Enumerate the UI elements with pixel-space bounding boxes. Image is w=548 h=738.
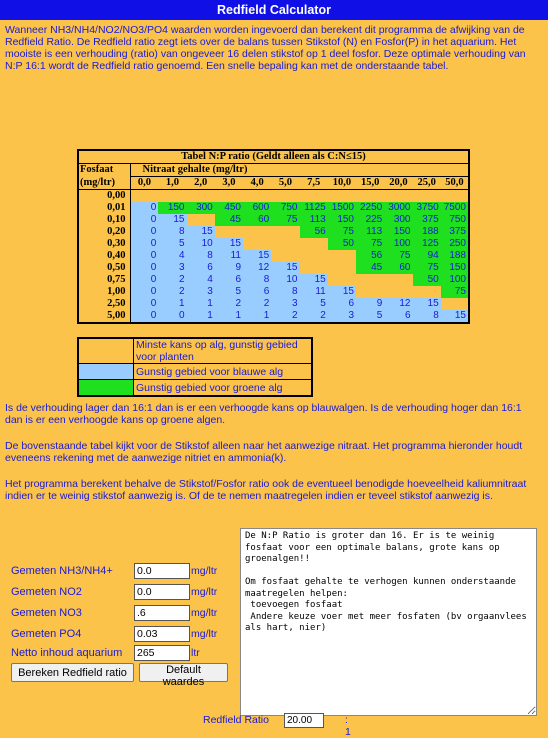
ratio-cell: 1	[243, 310, 271, 323]
ratio-cell: --	[215, 190, 243, 203]
legend-swatch	[78, 338, 134, 364]
table-row	[78, 310, 469, 323]
ratio-cell: 56	[356, 250, 384, 262]
calculate-button[interactable]: Bereken Redfield ratio	[11, 663, 134, 682]
table-row	[78, 202, 469, 214]
legend-item	[78, 364, 312, 380]
ratio-cell: 15	[328, 286, 356, 298]
ratio-cell: 4	[187, 274, 215, 286]
ratio-cell: 28	[300, 250, 328, 262]
nitrate-column-value: 5,0	[271, 177, 299, 190]
ratio-cell: 300	[187, 202, 215, 214]
ratio-cell: 15	[215, 238, 243, 250]
ratio-cell: 10	[187, 238, 215, 250]
no2-label: Gemeten NO2	[11, 586, 82, 598]
ratio-cell: 75	[413, 262, 441, 274]
nitrate-column-value: 20,0	[384, 177, 412, 190]
no3-row	[11, 605, 241, 621]
ratio-cell: 38	[271, 226, 299, 238]
ratio-cell: 45	[356, 262, 384, 274]
info-paragraph-table: De bovenstaande tabel kijkt voor de Stikstof alleen naar het aanwezige nitraat. Het programma hieronder houdt eveneens rekening met de aanwezige nitriet en ammonia(k).	[5, 440, 523, 464]
legend-item	[78, 380, 312, 397]
phosphate-row-label: 0,20	[78, 226, 130, 238]
phosphate-row-label: 5,00	[78, 310, 130, 323]
po4-unit: mg/ltr	[191, 628, 218, 640]
ratio-cell: 15	[243, 250, 271, 262]
ratio-cell: 20	[243, 238, 271, 250]
phosphate-row-label: 0,50	[78, 262, 130, 274]
ratio-cell: 1	[187, 298, 215, 310]
ratio-cell: 23	[215, 226, 243, 238]
ratio-cell: 125	[413, 238, 441, 250]
legend-label: Gunstig gebied voor blauwe alg	[134, 364, 313, 380]
ratio-cell: 8	[413, 310, 441, 323]
ratio-cell: 30	[187, 214, 215, 226]
ratio-cell: 750	[271, 202, 299, 214]
ratio-cell: 50	[328, 238, 356, 250]
column-header-label: Nitraat gehalte (mg/ltr)	[130, 164, 469, 177]
ratio-cell: 11	[215, 250, 243, 262]
ratio-cell: 38	[413, 286, 441, 298]
ratio-cell: 375	[413, 214, 441, 226]
ratio-cell: 6	[243, 286, 271, 298]
table-row	[78, 298, 469, 310]
ratio-cell: 150	[441, 262, 469, 274]
page-title: Redfield Calculator	[0, 0, 548, 20]
ratio-cell: --	[130, 190, 158, 203]
ratio-cell: 11	[300, 286, 328, 298]
ratio-cell: 10	[271, 274, 299, 286]
ratio-cell: 50	[413, 274, 441, 286]
ratio-cell: 0	[130, 262, 158, 274]
ratio-cell: 5	[356, 310, 384, 323]
ratio-cell: 25	[271, 238, 299, 250]
row-unit-label: (mg/ltr)	[78, 177, 130, 190]
ratio-cell: 2	[215, 298, 243, 310]
ratio-cell: 150	[328, 214, 356, 226]
ratio-cell: 5	[215, 286, 243, 298]
advice-textarea[interactable]	[240, 528, 537, 716]
ratio-cell: 600	[243, 202, 271, 214]
ratio-cell: 5	[158, 238, 186, 250]
legend-label: Gunstig gebied voor groene alg	[134, 380, 313, 397]
table-row	[78, 262, 469, 274]
no2-unit: mg/ltr	[191, 586, 218, 598]
no3-unit: mg/ltr	[191, 607, 218, 619]
table-row	[78, 226, 469, 238]
ratio-cell: --	[300, 190, 328, 203]
ratio-cell: 113	[300, 214, 328, 226]
ratio-cell: 23	[356, 286, 384, 298]
nh3-input[interactable]	[134, 563, 190, 579]
ratio-cell: 8	[187, 250, 215, 262]
po4-row	[11, 626, 241, 642]
ratio-cell: 75	[356, 238, 384, 250]
legend-swatch	[78, 364, 134, 380]
phosphate-row-label: 0,30	[78, 238, 130, 250]
default-values-button[interactable]: Default waardes	[139, 663, 228, 682]
nitrate-column-value: 0,0	[130, 177, 158, 190]
ratio-cell: 60	[243, 214, 271, 226]
info-paragraph-program: Het programma berekent behalve de Stikstof/Fosfor ratio ook de eventueel benodigde hoeveelheid kaliumnitraat indien er te weinig stikstof aanwezig is. Of de te nemen maatregelen indien er teveel stikstof aanwezig is.	[5, 478, 527, 502]
table-row	[78, 190, 469, 203]
legend-swatch	[78, 380, 134, 397]
ratio-cell: 40	[384, 274, 412, 286]
po4-input[interactable]	[134, 626, 190, 642]
result-label: Redfield Ratio	[203, 714, 269, 726]
po4-label: Gemeten PO4	[11, 628, 82, 640]
ratio-cell: 0	[130, 274, 158, 286]
ratio-cell: 2	[158, 274, 186, 286]
ratio-cell: --	[441, 190, 469, 203]
ratio-cell: 6	[215, 274, 243, 286]
ratio-cell: 3750	[413, 202, 441, 214]
ratio-cell: 1	[187, 310, 215, 323]
ratio-cell: 23	[300, 262, 328, 274]
ratio-cell: 15	[271, 262, 299, 274]
ratio-cell: 20	[328, 274, 356, 286]
ratio-cell: 0	[130, 214, 158, 226]
nitrate-column-value: 2,0	[187, 177, 215, 190]
ratio-cell: 6	[187, 262, 215, 274]
ratio-cell: 6	[384, 310, 412, 323]
table-row	[78, 274, 469, 286]
nitrate-column-value: 10,0	[328, 177, 356, 190]
volume-input[interactable]	[134, 645, 190, 661]
color-legend	[77, 337, 313, 397]
ratio-cell: 30	[384, 286, 412, 298]
ratio-cell: 0	[130, 310, 158, 323]
ratio-cell: 19	[271, 250, 299, 262]
phosphate-row-label: 0,01	[78, 202, 130, 214]
ratio-cell: 375	[441, 226, 469, 238]
ratio-cell: 3	[187, 286, 215, 298]
ratio-cell: --	[356, 190, 384, 203]
ratio-cell: 4	[158, 250, 186, 262]
ratio-cell: 300	[384, 214, 412, 226]
nitrate-column-value: 15,0	[356, 177, 384, 190]
intro-text: Wanneer NH3/NH4/NO2/NO3/PO4 waarden worden ingevoerd dan berekent dit programma de afwijking van de Redfield Ratio. De Redfield ratio zegt iets over de balans tussen Stikstof (N) en Fosfor(P) in het aquarium. Het mooiste is een verhouding (ratio) van ongeveer 16 delen stikstof op 1 deel fosfor. Deze optimale verhouding van N:P 16:1 wordt de Redfield ratio genoemd. Een snelle bepaling kan met de onderstaande tabel.	[5, 24, 526, 72]
ratio-cell: 0	[130, 298, 158, 310]
phosphate-row-label: 0,40	[78, 250, 130, 262]
ratio-cell: 750	[441, 214, 469, 226]
ratio-cell: 1125	[300, 202, 328, 214]
ratio-cell: 30	[441, 298, 469, 310]
ratio-cell: 225	[356, 214, 384, 226]
ratio-cell: 3	[158, 262, 186, 274]
ratio-cell: 2	[243, 298, 271, 310]
ratio-cell: 0	[130, 202, 158, 214]
nitrate-column-value: 25,0	[413, 177, 441, 190]
table-caption: Tabel N:P ratio (Geldt alleen als C:N≤15)	[78, 150, 469, 164]
ratio-cell: 1	[158, 298, 186, 310]
ratio-cell: --	[243, 190, 271, 203]
phosphate-row-label: 0,10	[78, 214, 130, 226]
ratio-cell: 94	[413, 250, 441, 262]
result-input[interactable]	[284, 713, 324, 728]
ratio-cell: 8	[158, 226, 186, 238]
ratio-cell: 60	[384, 262, 412, 274]
np-ratio-table	[77, 149, 470, 324]
ratio-cell: 1500	[328, 202, 356, 214]
legend-label: Minste kans op alg, gunstig gebied voor planten	[136, 339, 298, 363]
ratio-cell: 3000	[384, 202, 412, 214]
ratio-cell: --	[328, 190, 356, 203]
table-row	[78, 214, 469, 226]
nitrate-column-value: 3,0	[215, 177, 243, 190]
ratio-cell: 6	[328, 298, 356, 310]
nitrate-column-value: 50,0	[441, 177, 469, 190]
ratio-cell: 75	[384, 250, 412, 262]
no2-row	[11, 584, 241, 600]
ratio-cell: 150	[158, 202, 186, 214]
ratio-cell: 30	[356, 274, 384, 286]
ratio-cell: 0	[158, 310, 186, 323]
phosphate-row-label: 1,00	[78, 286, 130, 298]
ratio-cell: 5	[300, 298, 328, 310]
ratio-cell: 0	[130, 238, 158, 250]
ratio-cell: 75	[271, 214, 299, 226]
ratio-cell: 30	[243, 226, 271, 238]
nitrate-column-value: 4,0	[243, 177, 271, 190]
ratio-cell: 2250	[356, 202, 384, 214]
ratio-cell: 15	[187, 226, 215, 238]
ratio-cell: 9	[356, 298, 384, 310]
ratio-cell: --	[187, 190, 215, 203]
no2-input[interactable]	[134, 584, 190, 600]
ratio-cell: 12	[384, 298, 412, 310]
ratio-cell: 8	[271, 286, 299, 298]
ratio-cell: 15	[300, 274, 328, 286]
phosphate-row-label: 0,75	[78, 274, 130, 286]
ratio-cell: 100	[384, 238, 412, 250]
ratio-cell: 0	[130, 250, 158, 262]
ratio-cell: 2	[271, 310, 299, 323]
ratio-cell: 1	[215, 310, 243, 323]
ratio-cell: 8	[243, 274, 271, 286]
volume-label: Netto inhoud aquarium	[11, 647, 123, 659]
ratio-cell: 188	[441, 250, 469, 262]
ratio-cell: 12	[243, 262, 271, 274]
ratio-cell: 3	[271, 298, 299, 310]
ratio-cell: 15	[413, 298, 441, 310]
ratio-cell: 45	[215, 214, 243, 226]
nitrate-column-value: 1,0	[158, 177, 186, 190]
nh3-label: Gemeten NH3/NH4+	[11, 565, 113, 577]
ratio-cell: 450	[215, 202, 243, 214]
legend-item	[78, 338, 312, 364]
phosphate-row-label: 0,00	[78, 190, 130, 203]
ratio-cell: 38	[328, 250, 356, 262]
nitrate-column-value: 7,5	[300, 177, 328, 190]
result-suffix: : 1	[345, 714, 351, 738]
volume-unit: ltr	[191, 647, 200, 659]
ratio-cell: 100	[441, 274, 469, 286]
nh3-row	[11, 563, 241, 579]
ratio-cell: --	[384, 190, 412, 203]
no3-label: Gemeten NO3	[11, 607, 82, 619]
ratio-cell: 250	[441, 238, 469, 250]
nh3-unit: mg/ltr	[191, 565, 218, 577]
ratio-cell: --	[158, 190, 186, 203]
ratio-cell: 0	[130, 286, 158, 298]
no3-input[interactable]	[134, 605, 190, 621]
table-row	[78, 250, 469, 262]
ratio-cell: 30	[328, 262, 356, 274]
ratio-cell: 3	[328, 310, 356, 323]
ratio-cell: 113	[356, 226, 384, 238]
volume-row	[11, 645, 241, 661]
ratio-cell: 75	[328, 226, 356, 238]
row-header-label: Fosfaat	[78, 164, 130, 177]
ratio-cell: 75	[441, 286, 469, 298]
ratio-cell: 15	[441, 310, 469, 323]
ratio-cell: --	[413, 190, 441, 203]
ratio-cell: 7500	[441, 202, 469, 214]
ratio-cell: 150	[384, 226, 412, 238]
ratio-cell: 0	[130, 226, 158, 238]
phosphate-row-label: 2,50	[78, 298, 130, 310]
table-row	[78, 238, 469, 250]
ratio-cell: 188	[413, 226, 441, 238]
ratio-cell: 9	[215, 262, 243, 274]
ratio-cell: 56	[300, 226, 328, 238]
ratio-cell: --	[271, 190, 299, 203]
ratio-cell: 38	[300, 238, 328, 250]
table-row	[78, 286, 469, 298]
ratio-cell: 2	[158, 286, 186, 298]
ratio-cell: 2	[300, 310, 328, 323]
ratio-cell: 15	[158, 214, 186, 226]
info-paragraph-ratio: Is de verhouding lager dan 16:1 dan is er een verhoogde kans op blauwalgen. Is de verhouding hoger dan 16:1 dan is er een verhoogde kans op groene algen.	[5, 402, 522, 426]
